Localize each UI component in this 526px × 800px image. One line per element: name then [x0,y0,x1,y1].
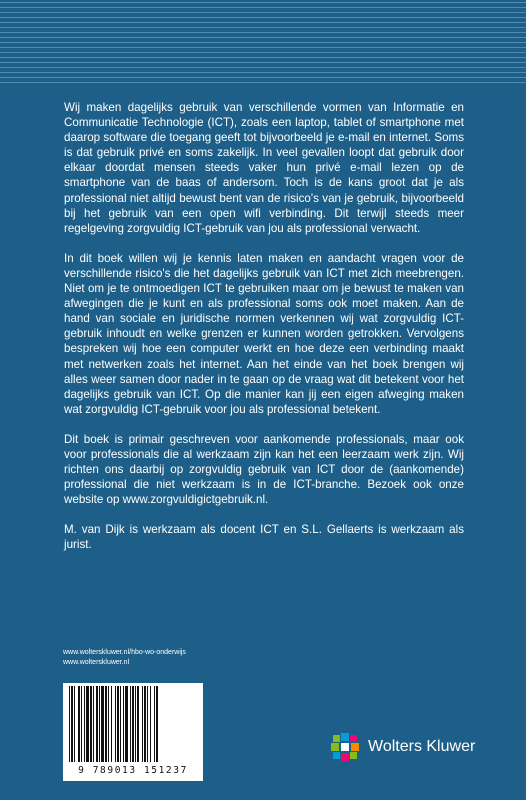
url-onderwijs[interactable]: www.wolterskluwer.nl/hbo-wo-onderwijs [63,649,186,656]
publisher-urls [63,648,186,667]
url-home[interactable]: www.wolterskluwer.nl [63,658,130,666]
isbn-number: 9 789013 151237 [78,765,188,776]
paragraph-content: In dit boek willen wij je kennis laten maken en aandacht vragen voor de verschillende risico's die het dagelijks gebruik van ICT met zich meebrengen. Niet om je te ontmoedigen ICT te gebruiken maar om je bewust te maken van afwegingen die je kunt en als professional soms ook moet maken. Aan de hand van sociale en juridische normen verkennen wij wat zorgvuldig ICT-gebruik inhoudt en welke grenzen er kunnen worden getrokken. Vervolgens bespreken wij hoe een computer werkt en hoe deze een verbinding maakt met netwerken zoals het internet. Aan het einde van het boek brengen wij alles weer samen door nader in te gaan op de vraag wat dit betekent voor het dagelijks gebruik van ICT. Op die manier kan jij een eigen afweging maken wat zorgvuldig ICT-gebruik voor jou als professional betekent. [64,251,464,416]
barcode-bars [67,686,199,764]
publisher-name: Wolters Kluwer [368,738,476,755]
publisher-logo [330,732,475,762]
barcode [63,683,203,781]
paragraph-intro: Wij maken dagelijks gebruik van verschillende vormen van Informatie en Communicatie Technologie (ICT), zoals een laptop, tablet of smartphone met daarop software die toegang geeft tot bijvoorbeeld je e-mail en internet. Soms is dat gebruik privé en soms zakelijk. In veel gevallen loopt dat gebruik door elkaar doordat mensen steeds vaker hun privé e-mail lezen op de smartphone van de baas of andersom. Toch is de kans groot dat je als professional niet altijd bewust bent van de risico's van je gebruik, bijvoorbeeld bij het gebruik van een open wifi verbinding. Dit terwijl steeds meer regelgeving zorgvuldig ICT-gebruik van jou als professional verwacht. [64,101,464,235]
paragraph-authors: M. van Dijk is werkzaam als docent ICT en S.L. Gellaerts is werkzaam als jurist. [64,523,464,552]
decorative-stripes [0,0,526,84]
wolters-kluwer-globe-icon [330,732,360,762]
blurb [64,100,464,568]
paragraph-audience: Dit boek is primair geschreven voor aankomende professionals, maar ook voor professionals die al werkzaam zijn kan het een leerzaam werk zijn. Wij richten ons daarbij op zorgvuldig gebruik van ICT door de (aankomende) professional die niet werkzaam is in de ICT-branche. Bezoek ook onze website op www.zorgvuldigictgebruik.nl. [64,432,464,507]
